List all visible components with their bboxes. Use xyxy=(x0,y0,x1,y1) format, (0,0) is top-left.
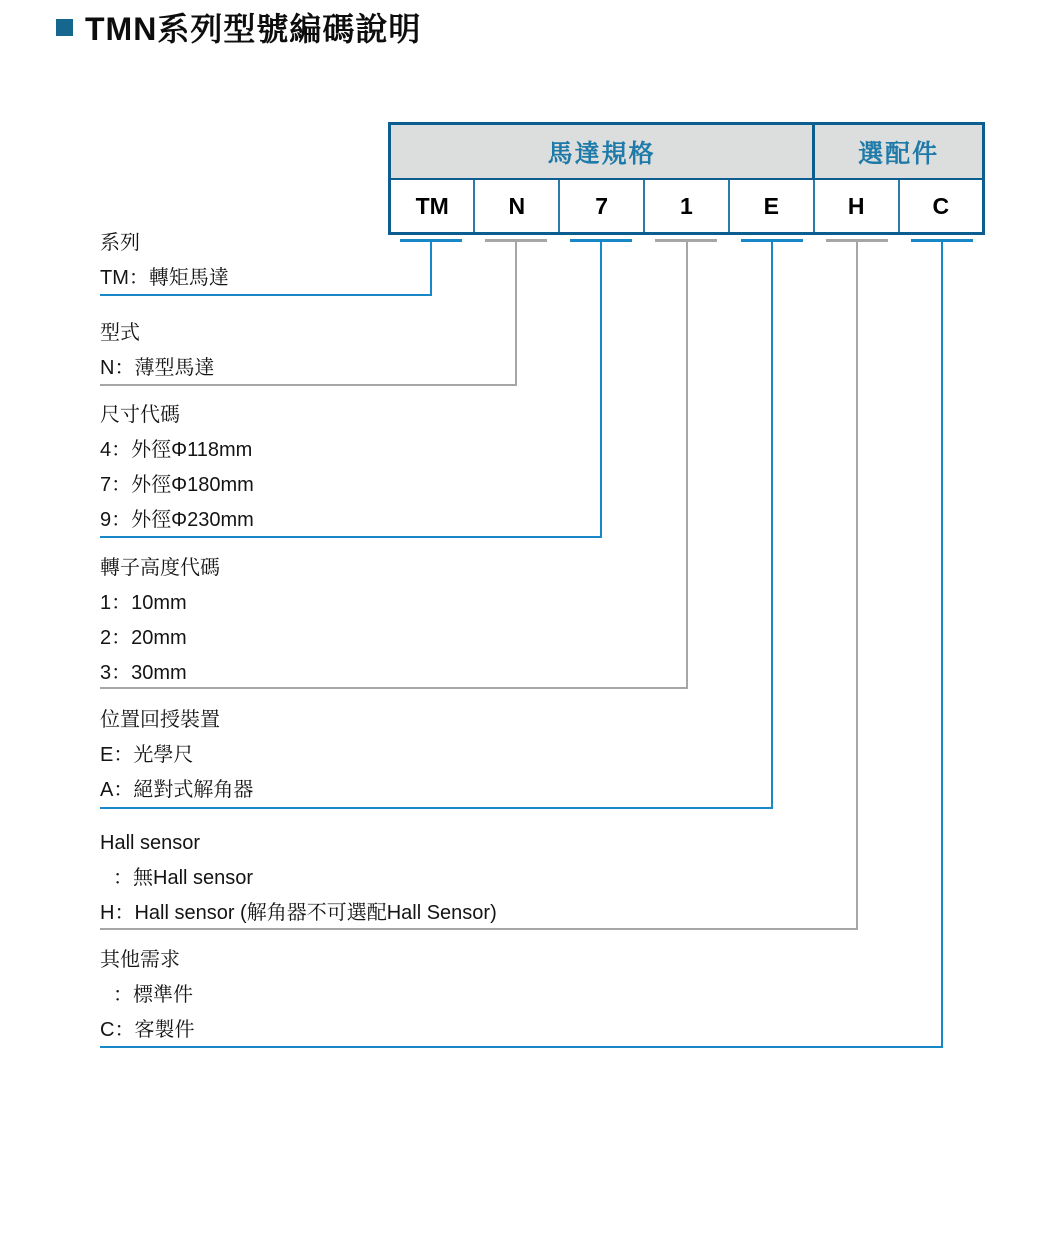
section-rotor-height-code xyxy=(100,551,220,691)
group-header-motor-spec: 馬達規格 xyxy=(390,124,814,180)
group-header-options: 選配件 xyxy=(814,124,984,180)
section-item: 1：10mm xyxy=(100,592,187,614)
section-item: H：Hall sensor (解角器不可選配Hall Sensor) xyxy=(100,902,497,924)
section-item: C：客製件 xyxy=(100,1019,195,1041)
section-type xyxy=(100,316,214,386)
model-code-table xyxy=(388,122,985,235)
section-item: 9：外徑Φ230mm xyxy=(100,509,254,531)
table-group-header-row xyxy=(390,124,984,180)
section-item: 4：外徑Φ118mm xyxy=(100,439,253,461)
section-position-feedback xyxy=(100,703,253,808)
section-item: E：光學尺 xyxy=(100,744,194,766)
section-item: TM：轉矩馬達 xyxy=(100,267,229,289)
code-cell-size: 7 xyxy=(559,179,644,234)
code-cell-type: N xyxy=(474,179,559,234)
section-underline-other xyxy=(100,1046,943,1048)
section-item: 2：20mm xyxy=(100,627,187,649)
section-heading: Hall sensor xyxy=(100,832,201,854)
section-item: A：絕對式解角器 xyxy=(100,779,254,801)
section-heading: 位置回授裝置 xyxy=(100,709,220,731)
page-title: TMN系列型號編碼說明 xyxy=(85,11,422,47)
code-cell-other: C xyxy=(899,179,984,234)
connector-vline-hall-sensor xyxy=(856,241,858,930)
connector-vline-rotor-height xyxy=(686,241,688,689)
section-item: ：無Hall sensor xyxy=(113,867,254,889)
section-heading: 系列 xyxy=(100,232,140,254)
title-square-bullet-icon xyxy=(56,19,73,36)
section-heading: 型式 xyxy=(100,322,140,344)
connector-vline-size xyxy=(600,241,602,538)
section-heading: 其他需求 xyxy=(100,949,180,971)
section-item: ：標準件 xyxy=(113,984,193,1006)
section-other-requirements xyxy=(100,943,194,1048)
code-cell-series: TM xyxy=(390,179,475,234)
connector-vline-other xyxy=(941,241,943,1048)
section-item: 7：外徑Φ180mm xyxy=(100,474,254,496)
section-item: 3：30mm xyxy=(100,662,187,684)
code-cell-feedback: E xyxy=(729,179,814,234)
connector-vline-series xyxy=(430,241,432,296)
connector-vline-feedback xyxy=(771,241,773,809)
section-hall-sensor xyxy=(100,826,497,931)
section-heading: 尺寸代碼 xyxy=(100,404,180,426)
connector-vline-type xyxy=(515,241,517,386)
code-cell-rotor-height: 1 xyxy=(644,179,729,234)
page-title-row xyxy=(56,10,421,48)
table-code-row xyxy=(390,179,984,234)
section-item: N：薄型馬達 xyxy=(100,357,215,379)
code-cell-hall-sensor: H xyxy=(814,179,899,234)
section-size-code xyxy=(100,398,254,538)
section-series xyxy=(100,226,229,296)
section-heading: 轉子高度代碼 xyxy=(100,557,220,579)
